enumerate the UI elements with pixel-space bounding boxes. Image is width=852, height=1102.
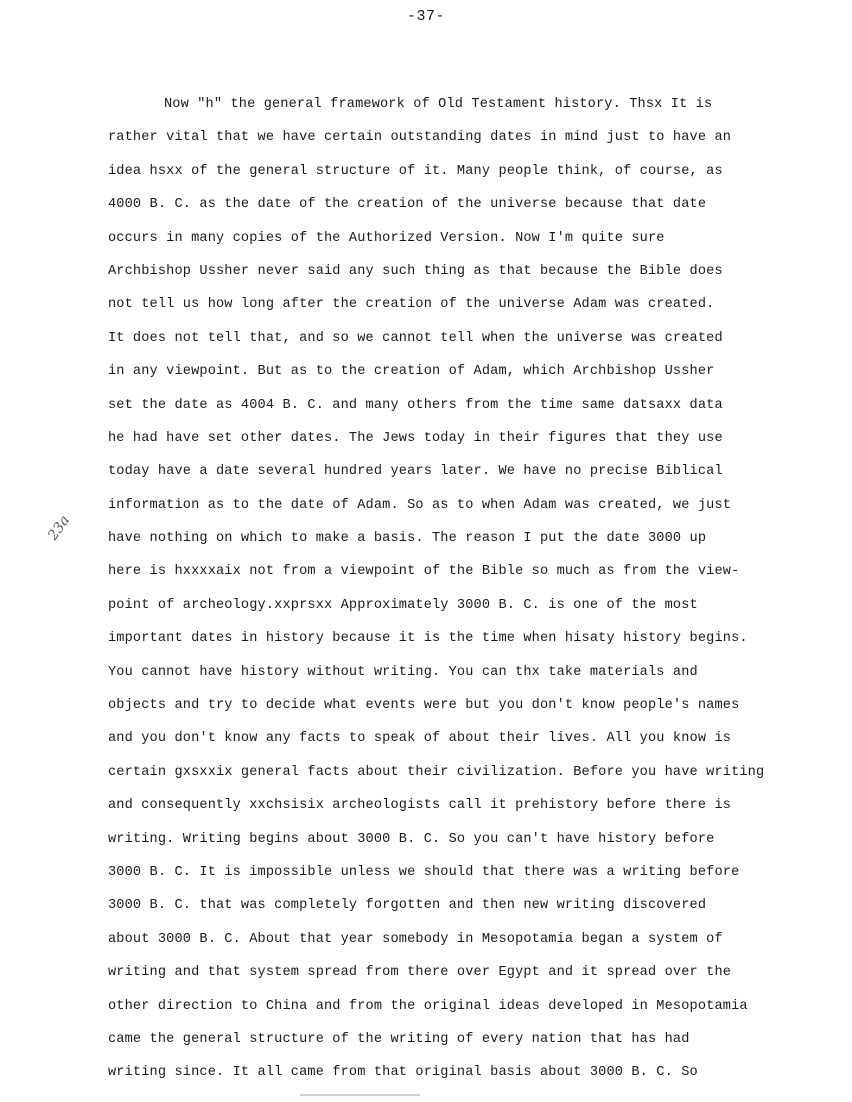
text-line: information as to the date of Adam. So as to when Adam was created, we just	[108, 497, 732, 513]
text-line: came the general structure of the writing of every nation that has had	[108, 1031, 690, 1047]
margin-annotation: 23a	[45, 512, 74, 544]
text-line: Now "h" the general framework of Old Testament history. Thsx It is	[164, 97, 713, 112]
text-line: 4000 B. C. as the date of the creation of the universe because that date	[108, 197, 707, 213]
text-line: You cannot have history without writing. You can thx take materials and	[108, 664, 698, 680]
text-line: Archbishop Ussher never said any such thing as that because the Bible does	[108, 263, 723, 279]
text-line: point of archeology.xxprsxx Approximately 3000 B. C. is one of the most	[108, 597, 698, 613]
text-line: rather vital that we have certain outstanding dates in mind just to have an	[108, 130, 732, 146]
text-line: set the date as 4004 B. C. and many others from the time same datsaxx data	[108, 397, 723, 413]
text-line: here is hxxxxaix not from a viewpoint of the Bible so much as from the view-	[108, 564, 740, 580]
text-line: today have a date several hundred years later. We have no precise Biblical	[108, 464, 723, 480]
text-line: about 3000 B. C. About that year somebody in Mesopotamia began a system of	[108, 931, 723, 947]
text-line: idea hsxx of the general structure of it. Many people think, of course, as	[108, 163, 723, 179]
text-line: writing and that system spread from there over Egypt and it spread over the	[108, 965, 732, 981]
text-line: not tell us how long after the creation of the universe Adam was created.	[108, 297, 715, 313]
text-line: and consequently xxchsisix archeologists call it prehistory before there is	[108, 798, 732, 814]
text-line: in any viewpoint. But as to the creation of Adam, which Archbishop Ussher	[108, 364, 715, 380]
text-line: and you don't know any facts to speak of about their lives. All you know is	[108, 731, 732, 747]
text-line: writing. Writing begins about 3000 B. C. So you can't have history before	[108, 831, 715, 847]
text-line: occurs in many copies of the Authorized Version. Now I'm quite sure	[108, 230, 665, 246]
scan-smudge	[300, 1094, 420, 1096]
text-line: other direction to China and from the original ideas developed in Mesopotamia	[108, 998, 748, 1014]
page-number: -37-	[406, 8, 445, 25]
text-line: objects and try to decide what events were but you don't know people's names	[108, 698, 740, 714]
text-line: important dates in history because it is the time when hisaty history begins.	[108, 631, 748, 647]
body-text	[108, 88, 808, 1090]
text-line: It does not tell that, and so we cannot tell when the universe was created	[108, 330, 723, 346]
text-line: 3000 B. C. that was completely forgotten and then new writing discovered	[108, 898, 707, 914]
text-line: writing since. It all came from that original basis about 3000 B. C. So	[108, 1065, 698, 1081]
text-line: he had have set other dates. The Jews today in their figures that they use	[108, 430, 723, 446]
text-line: 3000 B. C. It is impossible unless we should that there was a writing before	[108, 864, 740, 880]
text-line: have nothing on which to make a basis. The reason I put the date 3000 up	[108, 531, 707, 547]
text-line: certain gxsxxix general facts about their civilization. Before you have writing	[108, 764, 765, 780]
